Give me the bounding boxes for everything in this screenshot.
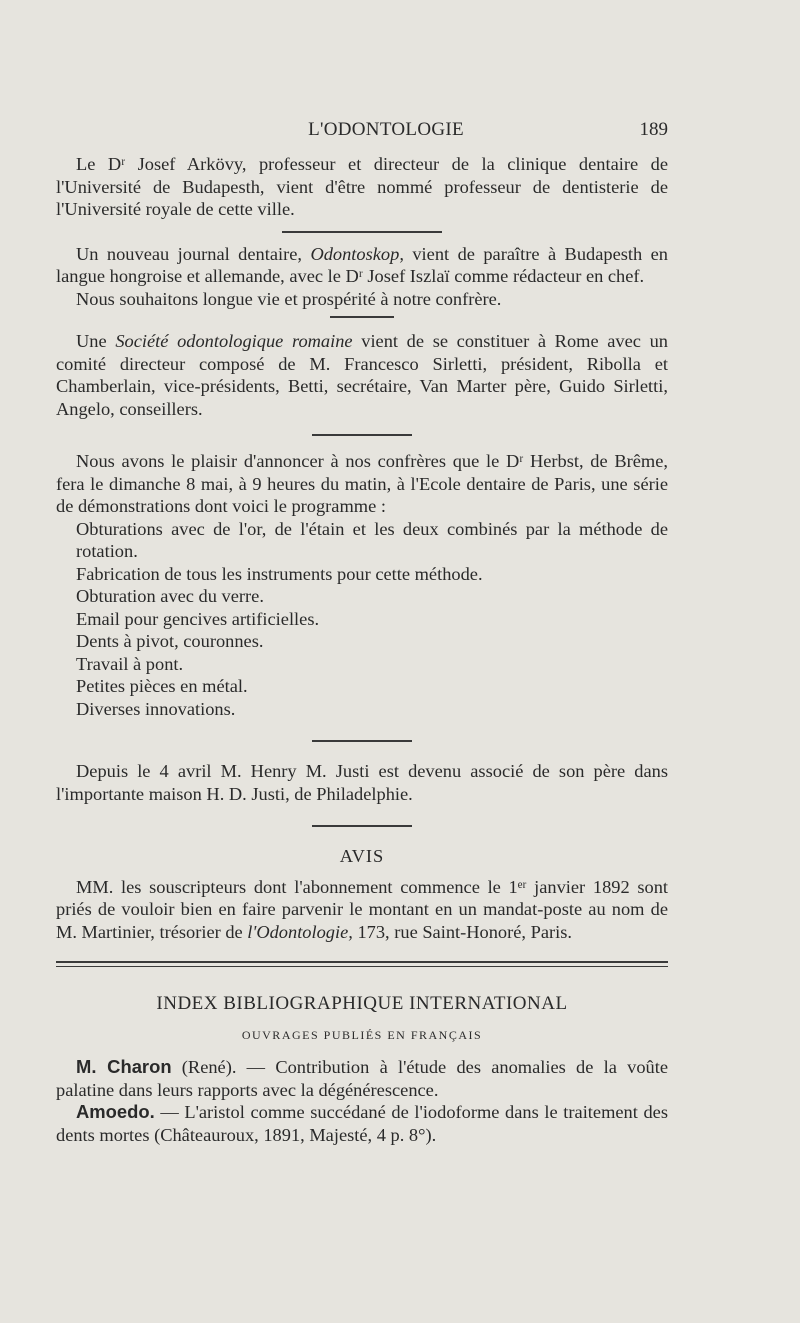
index-subtitle: OUVRAGES PUBLIÉS EN FRANÇAIS xyxy=(241,1027,483,1042)
program-item: Obturation avec du verre. xyxy=(76,586,264,606)
avis-title: AVIS xyxy=(339,846,385,866)
index-entry xyxy=(56,1101,668,1146)
paragraph-justi: Depuis le 4 avril M. Henry M. Justi est devenu associé de son père dans l'importante maison H. D. Justi, de Philadelphie. xyxy=(56,761,668,804)
separator-rule xyxy=(312,825,412,827)
program-item: Fabrication de tous les instruments pour cette méthode. xyxy=(76,563,483,584)
separator-rule xyxy=(330,316,394,318)
entry-text: (René). — Contribution à l'étude des anomalies de la voûte palatine dans leurs rapports avec la dégénérescence. xyxy=(56,1057,668,1100)
page-header xyxy=(0,119,800,145)
entry-author: Amoedo. xyxy=(76,1101,155,1122)
journal-name: l'Odontologie, xyxy=(247,921,353,942)
paragraph-odontoskop xyxy=(56,243,668,288)
separator-rule xyxy=(312,740,412,742)
program-item: Dents à pivot, couronnes. xyxy=(76,631,264,651)
program-item: Petites pièces en métal. xyxy=(76,676,248,696)
paragraph-avis xyxy=(56,876,668,944)
paragraph-arkovy: Le Dʳ Josef Arkövy, professeur et directeur de la clinique dentaire de l'Université de Budapesth, vient d'être nommé professeur de dentisterie de l'Université royale de cette ville. xyxy=(56,154,668,219)
paragraph-societe-romaine xyxy=(56,330,668,420)
society-name: Société odontologique romaine xyxy=(115,331,353,351)
paragraph-herbst: Nous avons le plaisir d'annoncer à nos confrères que le Dʳ Herbst, de Brême, fera le dimanche 8 mai, à 9 heures du matin, à l'Ecole dentaire de Paris, une série de démonstrations dont voici le programme : xyxy=(56,451,668,516)
text-segment: MM. les souscripteurs dont l'abonnement commence le 1ᵉʳ janvier 1892 sont priés de vouloir bien en faire parvenir le montant en un mandat-poste au nom de M. Martinier, trésorier de xyxy=(56,876,668,942)
program-item: Travail à pont. xyxy=(76,653,184,674)
program-item: Obturations avec de l'or, de l'étain et les deux combinés par la méthode de rotation. xyxy=(76,518,668,561)
section-double-rule xyxy=(56,961,668,967)
entry-author: M. Charon xyxy=(76,1056,172,1077)
text-segment: vient de paraître à Budapesth en langue hongroise et allemande, avec le Dʳ Josef Iszlaï comme rédacteur en chef. xyxy=(56,243,668,286)
program-item: Diverses innovations. xyxy=(76,698,236,719)
index-title: INDEX BIBLIOGRAPHIQUE INTERNATIONAL xyxy=(156,993,568,1014)
journal-name: Odontoskop, xyxy=(310,243,404,264)
index-entry xyxy=(56,1056,668,1101)
running-title: L'ODONTOLOGIE xyxy=(308,119,464,140)
entry-text: — L'aristol comme succédané de l'iodoforme dans le traitement des dents mortes (Châteauroux, 1891, Majesté, 4 p. 8°). xyxy=(56,1102,668,1145)
separator-rule xyxy=(282,231,442,233)
text-segment: vient de se constituer à Rome avec un comité directeur composé de M. Francesco Sirletti, président, Ribolla et Chamberlain, vice-présidents, Betti, secrétaire, Van Marter père, Guido Sirletti, Angelo, conseillers. xyxy=(56,331,669,419)
text-segment: 173, rue Saint-Honoré, Paris. xyxy=(352,921,572,942)
text-segment: Une xyxy=(76,331,116,351)
program-item: Email pour gencives artificielles. xyxy=(76,608,320,629)
page-content xyxy=(56,153,668,1146)
text-segment: Un nouveau journal dentaire, xyxy=(76,243,311,264)
paragraph-wishes: Nous souhaitons longue vie et prospérité à notre confrère. xyxy=(76,288,502,309)
separator-rule xyxy=(312,434,412,436)
page-number: 189 xyxy=(639,119,668,140)
